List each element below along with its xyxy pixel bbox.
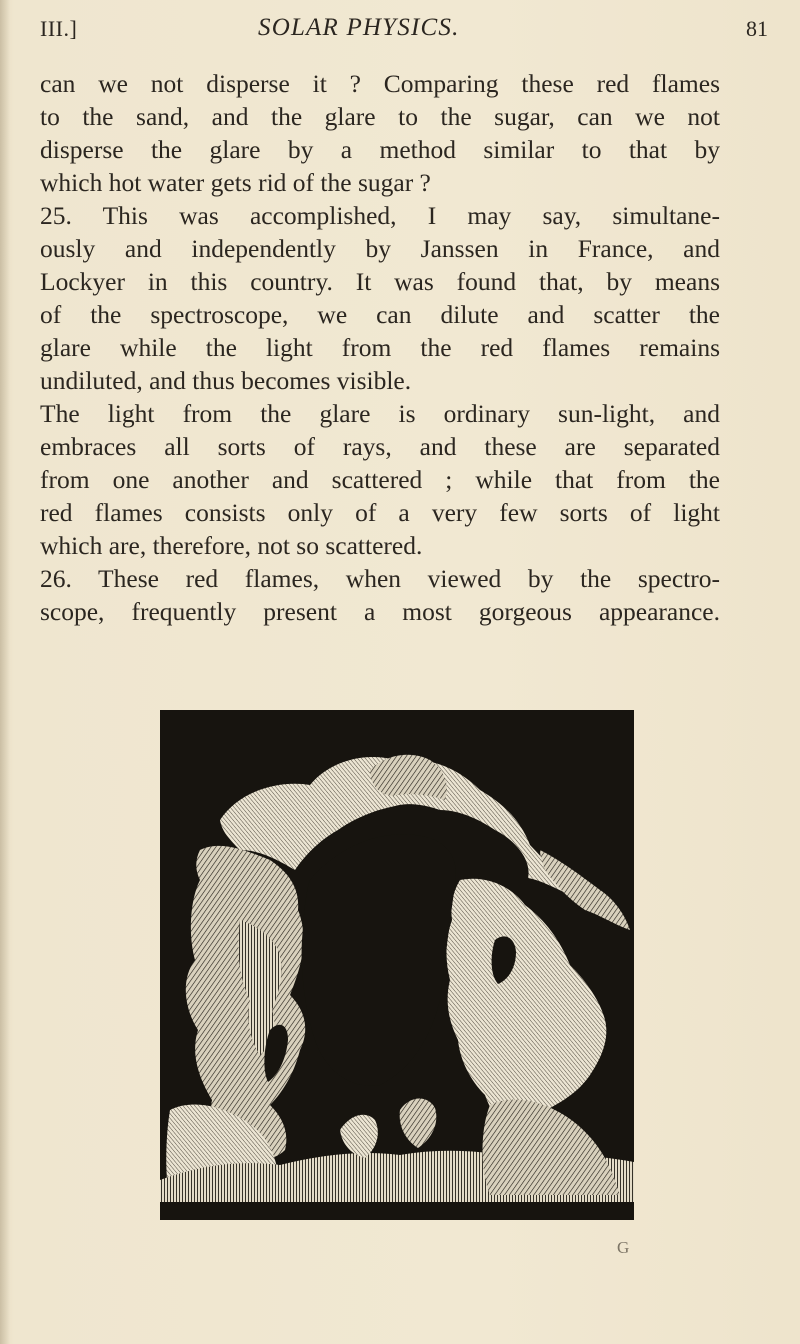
page-number: 81 xyxy=(746,16,768,41)
bottom-margin-band xyxy=(160,1202,634,1220)
text-line: scope, frequently present a most gorgeous appearance. xyxy=(40,597,720,626)
gutter-shadow xyxy=(0,0,10,1344)
text-line: can we not disperse it ? Comparing these red flames xyxy=(40,69,720,98)
prominence-illustration xyxy=(160,710,634,1220)
text-line: from one another and scattered ; while that from the xyxy=(40,465,720,494)
body-text xyxy=(40,67,720,628)
text-line: red flames consists only of a very few sorts of light xyxy=(40,498,720,527)
text-line: which are, therefore, not so scattered. xyxy=(40,531,423,560)
signature-mark: G xyxy=(617,1238,630,1257)
text-line: disperse the glare by a method similar to that by xyxy=(40,135,720,164)
text-line: to the sand, and the glare to the sugar, can we not xyxy=(40,102,720,131)
text-line: Lockyer in this country. It was found that, by means xyxy=(40,267,720,296)
running-title: SOLAR PHYSICS. xyxy=(258,14,460,41)
text-line: embraces all sorts of rays, and these are separated xyxy=(40,432,720,461)
running-head xyxy=(40,12,768,48)
text-line: 26. These red flames, when viewed by the spectro- xyxy=(40,564,720,593)
text-line: which hot water gets rid of the sugar ? xyxy=(40,168,431,197)
text-line: ously and independently by Janssen in France, and xyxy=(40,234,720,263)
text-line: 25. This was accomplished, I may say, simultane- xyxy=(40,201,720,230)
text-line: glare while the light from the red flames remains xyxy=(40,333,720,362)
text-line: of the spectroscope, we can dilute and scatter the xyxy=(40,300,720,329)
chapter-marker: III.] xyxy=(40,16,78,41)
text-line: The light from the glare is ordinary sun-light, and xyxy=(40,399,720,428)
text-line: undiluted, and thus becomes visible. xyxy=(40,366,412,395)
solar-prominence-engraving xyxy=(160,710,634,1220)
